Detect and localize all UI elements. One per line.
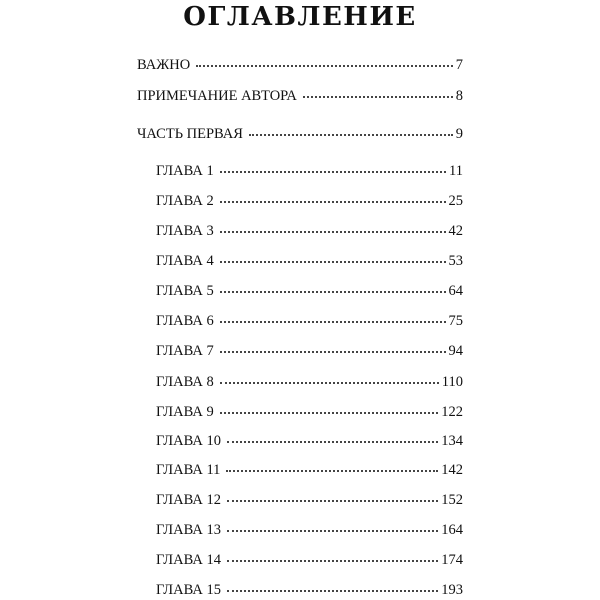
toc-entry-label: ГЛАВА 1 [156, 163, 214, 179]
dot-leader [303, 95, 453, 98]
toc-entry-label: ГЛАВА 12 [156, 492, 221, 508]
toc-page-number: 152 [441, 492, 463, 508]
toc-entry-label: ГЛАВА 10 [156, 433, 221, 449]
toc-page-number: 42 [448, 223, 463, 239]
dot-leader [227, 440, 438, 443]
toc-entry-author-note[interactable] [137, 87, 463, 105]
toc-entry-chapter[interactable] [156, 252, 463, 270]
toc-entry-chapter[interactable] [156, 521, 463, 539]
dot-leader [220, 320, 446, 323]
toc-entry-chapter[interactable] [156, 461, 463, 479]
dot-leader [226, 469, 438, 472]
toc-page-number: 142 [441, 462, 463, 478]
toc-page-number: 53 [448, 253, 463, 269]
dot-leader [196, 64, 453, 67]
toc-entry-label: ГЛАВА 14 [156, 552, 221, 568]
toc-entry-chapter[interactable] [156, 282, 463, 300]
page-title: ОГЛАВЛЕНИЕ [183, 2, 417, 32]
toc-entry-label: ГЛАВА 2 [156, 193, 214, 209]
dot-leader [220, 200, 446, 203]
dot-leader [220, 411, 439, 414]
dot-leader [220, 381, 439, 384]
dot-leader [227, 529, 438, 532]
toc-entry-chapter[interactable] [156, 192, 463, 210]
toc-entry-label: ЧАСТЬ ПЕРВАЯ [137, 126, 243, 142]
toc-page-number: 8 [455, 88, 463, 104]
toc-entry-label: ГЛАВА 13 [156, 522, 221, 538]
toc-entry-label: ГЛАВА 8 [156, 374, 214, 390]
dot-leader [220, 260, 446, 263]
dot-leader [220, 290, 446, 293]
dot-leader [249, 133, 453, 136]
toc-entry-chapter[interactable] [156, 581, 463, 599]
dot-leader [227, 499, 438, 502]
toc-entry-chapter[interactable] [156, 342, 463, 360]
toc-page-number: 9 [455, 126, 463, 142]
toc-page-number: 75 [448, 313, 463, 329]
toc-page-number: 7 [455, 57, 463, 73]
toc-entry-chapter[interactable] [156, 222, 463, 240]
toc-entry-label: ГЛАВА 11 [156, 462, 221, 478]
toc-page-number: 164 [441, 522, 463, 538]
toc-entry-chapter[interactable] [156, 551, 463, 569]
toc-entry-label: ГЛАВА 7 [156, 343, 214, 359]
toc-page-number: 110 [441, 374, 463, 390]
dot-leader [220, 170, 446, 173]
toc-entry-chapter[interactable] [156, 312, 463, 330]
toc-page-number: 134 [441, 433, 463, 449]
toc-entry-label: ГЛАВА 6 [156, 313, 214, 329]
toc-entry-label: ГЛАВА 3 [156, 223, 214, 239]
toc-page-number: 64 [448, 283, 463, 299]
toc-entry-label: ВАЖНО [137, 57, 191, 73]
toc-entry-label: ПРИМЕЧАНИЕ АВТОРА [137, 88, 297, 104]
dot-leader [227, 589, 438, 592]
toc-entry-chapter[interactable] [156, 432, 463, 450]
toc-page-number: 25 [448, 193, 463, 209]
toc-entry-chapter[interactable] [156, 403, 463, 421]
toc-page-number: 11 [449, 163, 463, 179]
toc-page-number: 193 [441, 582, 463, 598]
dot-leader [220, 350, 446, 353]
toc-entry-label: ГЛАВА 15 [156, 582, 221, 598]
toc-entry-label: ГЛАВА 4 [156, 253, 214, 269]
toc-entry-important[interactable] [137, 56, 463, 74]
toc-entry-chapter[interactable] [156, 162, 463, 180]
toc-entry-part-one[interactable] [137, 125, 463, 143]
toc-entry-label: ГЛАВА 9 [156, 404, 214, 420]
dot-leader [220, 230, 446, 233]
toc-page-number: 94 [448, 343, 463, 359]
toc-entry-chapter[interactable] [156, 491, 463, 509]
toc-page-number: 174 [441, 552, 463, 568]
dot-leader [227, 559, 438, 562]
toc-page-number: 122 [441, 404, 463, 420]
toc-entry-label: ГЛАВА 5 [156, 283, 214, 299]
toc-entry-chapter[interactable] [156, 373, 463, 391]
